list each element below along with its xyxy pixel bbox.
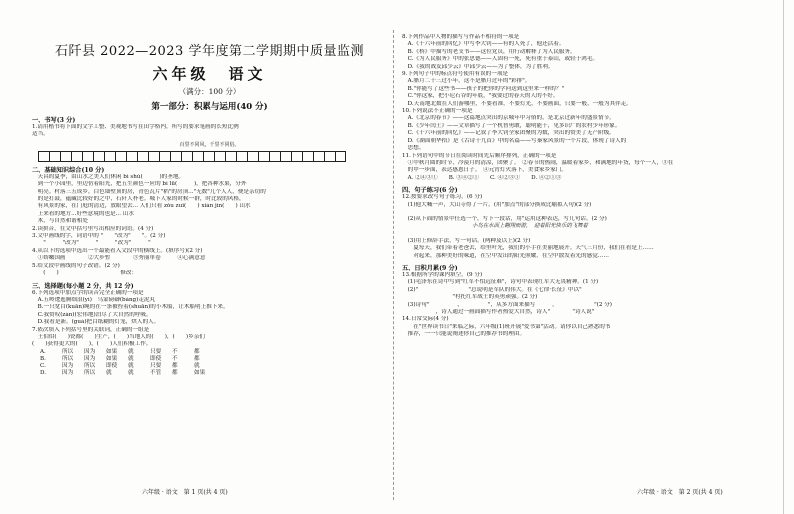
q7-option-cell: 就: [128, 370, 134, 377]
q7-option-cell: 不: [172, 355, 178, 362]
page-edge: [783, 0, 784, 514]
q7-option-cell: C.: [40, 363, 46, 370]
q12-passage: 夏每天，我们带着老爸去，给里叶光，我们的小手在美丽地展开。天气三月份，我们在看是上……: [402, 245, 654, 252]
q11-options: A. ②④③① B. ③④②① C. ④②③① D. ④②①③: [402, 174, 562, 181]
q14-text: 14.日常交际(4 分): [402, 316, 449, 323]
q9-option-a: A.腊月二十三过小年，这不是腊月过年的"彩排"。: [402, 78, 531, 85]
q3-blanks[interactable]: " "改为" " "改为" ": [32, 240, 151, 247]
section-2: 二、基础知识综合(10 分): [32, 166, 105, 174]
q1-text-b: 适当。: [32, 131, 49, 138]
q13-text: 13.根据所学的课内填空。(9 分): [402, 271, 483, 278]
passage-line: 明亮。村落三五成乡，白色墙壁顶的房，青色瓦片"稻"的房顶..."无数"几个人人，便是亲切的: [32, 188, 266, 195]
q7-option-cell: 即使: [106, 363, 118, 370]
answer-line[interactable]: [402, 209, 770, 216]
q11-sentence-b: 的甲一步面，表达感恩日子。 ④元宵灯火落下，美食家乡家门。: [402, 167, 568, 174]
q12-passage-b: 对起来，那种美好的味道，在空中发出的阳光照耀，在空中散发着光的感觉……: [402, 252, 609, 259]
q6-option-d: D.我看是新。(guà)把白纸糊的灯笼，烘人的人。: [32, 319, 160, 326]
q10-option-d: D.《湖面朝华拾》是《古诗十九首》中的名篇——写秦家风景的一个片段，体现了诗人的: [402, 137, 627, 144]
section-3: 三、选择题(每小题 2 分，共 12 分): [32, 282, 134, 290]
q13-part-2[interactable]: (2)" "总说明是军队的伟大。在《七律·长征》中以": [402, 286, 582, 293]
section-4: 四、句子练习(6 分): [402, 187, 458, 195]
passage-line: 有风景的家，在门庭的清边，放眼望去... 人们只看 zǒu zuǐ( ) xián jìn( ) 山水: [32, 203, 251, 210]
q7-option-cell: 所以: [84, 363, 96, 370]
q7-option-row: [32, 349, 387, 356]
q7-option-cell: 只要: [150, 348, 162, 355]
q10-option-b: B.《少年闰土》——文章描写了一个机智勇敢，聪明能干，见多识广的农村少年形象。: [402, 122, 621, 129]
q5-answer[interactable]: ( ) 修改：: [32, 270, 138, 277]
q7-option-cell: 如果: [194, 370, 206, 377]
q7-option-cell: A.: [40, 348, 46, 355]
q7-option-cell: 都: [172, 370, 178, 377]
handwritten-answer: 小鸟在水面上翱翔而游， 迎着阳光快乐的飞舞着: [472, 223, 588, 230]
q7-option-row: [32, 370, 387, 377]
q9-option-c: C."你这家，把小尼石谷的年底，"我要过的春天的人的不好。: [402, 93, 559, 100]
q11-text: 11.下列语句中的节日在阅读时间先后顺序排列，正确的一项是: [402, 152, 557, 159]
q7-option-cell: 所以: [84, 370, 96, 377]
passage-line: 到一个小园里，里边仿着阳光，把五生颜色一应的 bì lǜ( )，把各种水果，分外: [32, 181, 247, 188]
q11-sentence: ①中秋月圆的时节，冷漠月的清凉，团聚了。 ②春节的热闹，温暖着家乡，和满地的年货，每个一人，③在: [402, 159, 674, 166]
q7-text: 7.依次填入下列括号里的关联词，正确的一组是: [32, 326, 150, 333]
q7-sentence: 王伯伯( )瓷都( )生产，( )当地人的( )，( )乡亲们: [32, 333, 205, 340]
q8-option-b: B.《桥》中描写的老支书——这位党员，用行动解释了为人民服务。: [402, 48, 576, 55]
passage-line: 木，与自然和谐相处: [32, 218, 88, 225]
q8-text: 8.下列作品中人物的描写与作品不相符的一项是: [402, 34, 520, 40]
grade-subject: 六年级 语文: [152, 65, 267, 83]
q7-option-cell: 就: [128, 355, 134, 362]
section-1: 一、书写(3 分): [32, 117, 76, 124]
q4-text: 4.从以下的选项中选出一个最能看入文段中的横线上。(填序号)(2 分): [32, 247, 203, 254]
q9-option-b: B."你能写了这些书——孩子的把你的学问送到这里来一样的？": [402, 85, 565, 92]
q12-part-3: (3)用上修辞手法，写一句话。(两种及以上)(2 分): [402, 237, 531, 244]
q7-option-cell: 都: [194, 348, 200, 355]
q7-option-cell: 因为: [62, 363, 74, 370]
q9-option-d: D.天南地北数在人们游哪里，不要看准，不要灯光，不要画面，只要一般，一般为其伴走。: [402, 100, 632, 107]
q7-option-cell: 都: [172, 363, 178, 370]
section-5: 五、日积月累(9 分): [402, 264, 458, 272]
answer-line[interactable]: [402, 231, 770, 238]
q9-text: 9.下列句子中的标点符号使用有误的一项是: [402, 71, 509, 78]
q7-option-cell: B.: [40, 355, 46, 362]
q7-option-cell: 如果: [106, 348, 118, 355]
q7-option-cell: 就: [128, 363, 134, 370]
q7-option-cell: 都: [194, 355, 200, 362]
q7-option-cell: 即使: [150, 355, 162, 362]
q7-option-cell: 就: [194, 363, 200, 370]
q1-text: 1.请用楷书将下面的文字工整、美观地书写在田字格内，所写的要求笔画的长短比例: [32, 124, 239, 130]
page-footer: 六年级 · 语文 第 2 页(共 4 页): [637, 489, 723, 496]
copy-text: 百里不同风，千里不同俗。: [179, 141, 240, 148]
q14-prompt: 在"世界读书日"来临之际，六年级(1)班开展"爱书第"活动。请你以自己熟悉的书: [402, 323, 611, 330]
page-footer: 六年级 · 语文 第 1 页(共 4 页): [142, 489, 228, 496]
part-heading: 第一部分：积累与运用(40 分): [151, 102, 268, 112]
q6-option-b: B.一只宽白(kuān)绳的在一条被拴着(shuān)的小木船，让木船明上推下来。: [32, 304, 229, 311]
q7-option-cell: 所以: [62, 355, 74, 362]
passage-line: 的是打鼓，蕴藏比较好的之中，石阡人朴老。城下人家的时候一群，时比较的风格，: [32, 196, 245, 203]
exam-title: 石阡县 2022—2023 学年度第二学期期中质量监测: [55, 44, 364, 59]
q13-part-1: (1)毛泽东在诗中写到"红军不怕远征难"，诗句中表现红军大无畏精神。(1 分): [402, 279, 599, 286]
q13-part-2b[interactable]: "衬托红军战士的英勇顽强。(2 分): [402, 294, 538, 301]
q13-part-3b[interactable]: ，诗人通过一画面描写作者热爱大自然，诗人" "诗人说": [402, 309, 595, 315]
q12-part-2: (2)从下面的情景中任选一个，写下一段话，用"运用这种表达，写几句话。(2 分): [402, 215, 607, 222]
q6-option-a: A.五岭逶迤腾细浪(yí) 乌蒙磅礴(bàng)走泥丸: [32, 296, 156, 303]
passage-line: 上来看的地方...好些意境的也是... 山水: [32, 210, 134, 217]
q13-part-3[interactable]: (3)诗句" ， "，从多方面来描写 ， "(2 分): [402, 301, 612, 308]
score-note: （满分：100 分）: [178, 87, 241, 96]
q4-options: ①娇嫩国画 ②大步暂 ③秀丽单卷 ④心满意意: [32, 255, 206, 262]
q12-part-1: (1)他大喊一声，大山寺得了一片。(用"加点"的部分换成比喻拟人句)(2 分): [402, 201, 592, 208]
column-divider: [393, 30, 394, 500]
q8-option-d: D.《我的战友邱少云》中邱少云——为了整体，为了胜利。: [402, 63, 554, 70]
passage-line: 天昌的夏季，由山水之美人们休闲 bì shǔ( )的圣地。: [32, 173, 185, 180]
q7-option-cell: 因为: [84, 355, 96, 362]
q7-option-cell: 因为: [62, 370, 74, 377]
q12-text: 12.按要求改写句子练习。(6 分): [402, 194, 483, 201]
q7-options: [32, 349, 387, 378]
q7-option-cell: 就: [128, 348, 134, 355]
q7-option-cell: D.: [40, 370, 47, 377]
writing-grid[interactable]: [38, 151, 387, 162]
q6-text: 6.下列选项中加点字的读音完全正确的一项是: [32, 289, 144, 296]
q7-option-cell: 就: [106, 370, 112, 377]
q7-option-cell: 不: [172, 348, 178, 355]
q10-option-a: A.《北京的春节》——这篇地点突出的京城年中习俗的，是北京过新年的盛景情节。: [402, 115, 615, 122]
q10-option-d-cont: 思想。: [402, 145, 425, 152]
q10-option-c: C.《十六年前的回忆》——记叙了李大钊全家团聚的为数，突出的赞美了无产阶级。: [402, 130, 615, 137]
q5-text: 5.给文段中画线的句子改错。(2 分): [32, 262, 120, 269]
q6-option-c: C.我赞叹(zàn)(宏伟地)泊尽了大自然的呼吸。: [32, 311, 152, 318]
q2-text: 2.读拼音，在文中括号里写出相应的词语。(4 分): [32, 225, 154, 232]
q8-option-c: C.《为人民服务》中的张思德——人固有一死，死有重于泰山，或轻于鸿毛。: [402, 56, 599, 63]
q7-option-cell: 只要: [150, 363, 162, 370]
right-column: [402, 0, 770, 514]
q7-sentence-b: ( )获得更大的( )，( )人们积极工作。: [32, 341, 152, 348]
q10-text: 10.下列说法不正确的一项是: [402, 108, 473, 115]
q7-option-cell: 因为: [84, 348, 96, 355]
left-column: [32, 0, 387, 514]
q7-option-cell: 不管: [150, 370, 162, 377]
q7-option-cell: 如果: [106, 355, 118, 362]
q7-option-cell: 所以: [62, 348, 74, 355]
q3-text: 3.文中画线的字，词语中的 " "改为" "。(2 分): [32, 233, 166, 240]
q8-option-a: A.《十六年前的回忆》中写李大钊——有的人死了，他还活着。: [402, 41, 565, 48]
q14-prompt-b: 推荐，一一只能说阐述你自己的推荐书的理由。: [402, 331, 526, 338]
